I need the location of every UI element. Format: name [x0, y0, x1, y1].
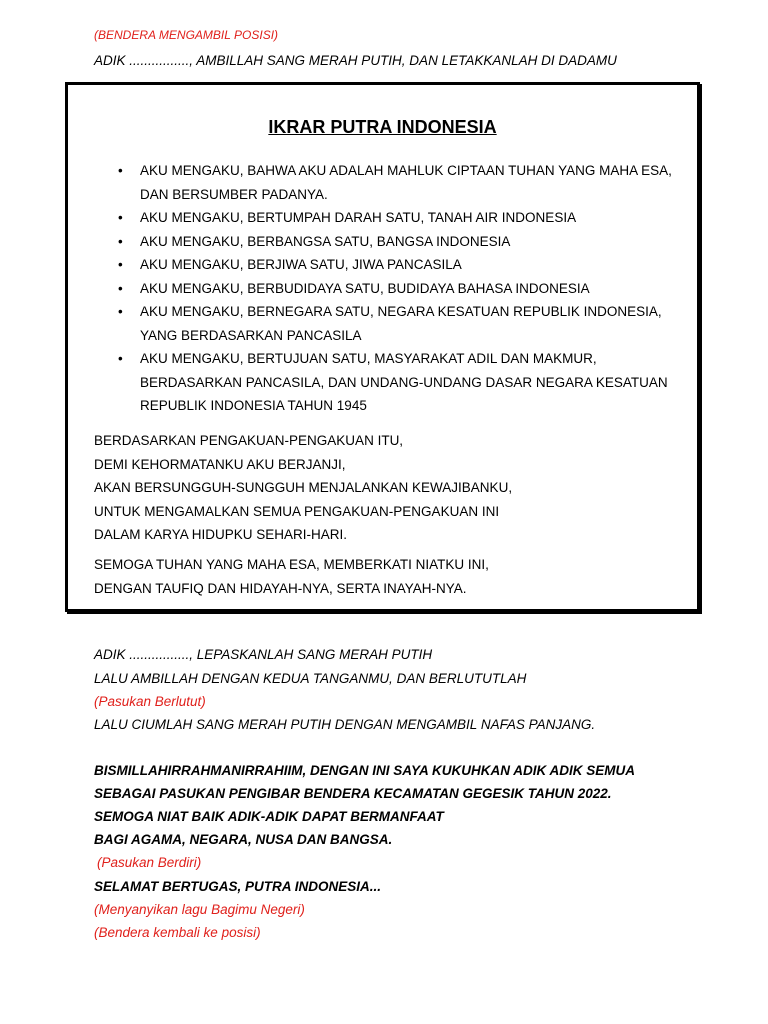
instruction-take-flag: ADIK ................, AMBILLAH SANG MERAH PUTIH, DAN LETAKKANLAH DI DADAMU [94, 53, 617, 68]
promise-line: BERDASARKAN PENGAKUAN-PENGAKUAN ITU, [94, 433, 404, 448]
promise-line: DALAM KARYA HIDUPKU SEHARI-HARI. [94, 527, 348, 542]
kneel-note: (Pasukan Berlutut) [94, 694, 206, 709]
stand-note: (Pasukan Berdiri) [97, 855, 202, 870]
promise-line: AKAN BERSUNGGUH-SUNGGUH MENJALANKAN KEWAJIBANKU, [94, 480, 513, 495]
pledge-item: • AKU MENGAKU, BERNEGARA SATU, NEGARA KESATUAN REPUBLIK INDONESIA, YANG BERDASARKAN PANCASILA [140, 300, 680, 347]
closing-greeting: SELAMAT BERTUGAS, PUTRA INDONESIA... [94, 879, 382, 894]
ikrar-box [65, 82, 700, 612]
promise-paragraph [94, 429, 684, 547]
ikrar-title: IKRAR PUTRA INDONESIA [268, 117, 497, 137]
pledge-item: • AKU MENGAKU, BERBUDIDAYA SATU, BUDIDAYA BAHASA INDONESIA [140, 277, 680, 301]
inauguration-line-2: SEBAGAI PASUKAN PENGIBAR BENDERA KECAMATAN GEGESIK TAHUN 2022. [94, 786, 612, 801]
pledge-item: • AKU MENGAKU, BERTUJUAN SATU, MASYARAKAT ADIL DAN MAKMUR, BERDASARKAN PANCASILA, DAN UNDANG-UNDANG DASAR NEGARA KESATUAN REPUBLIK INDONESIA TAHUN 1945 [140, 347, 680, 418]
inauguration-line-4: BAGI AGAMA, NEGARA, NUSA DAN BANGSA. [94, 832, 393, 847]
pledge-item: • AKU MENGAKU, BERTUMPAH DARAH SATU, TANAH AIR INDONESIA [140, 206, 680, 230]
promise-line: UNTUK MENGAMALKAN SEMUA PENGAKUAN-PENGAKUAN INI [94, 503, 500, 519]
promise-line: DEMI KEHORMATANKU AKU BERJANJI, [94, 456, 346, 472]
pledge-list [68, 159, 680, 418]
inauguration-line-1: BISMILLAHIRRAHMANIRRAHIIM, DENGAN INI SAYA KUKUHKAN ADIK ADIK SEMUA [94, 763, 635, 778]
prayer-line: DENGAN TAUFIQ DAN HIDAYAH-NYA, SERTA INAYAH-NYA. [94, 580, 467, 596]
prayer-paragraph [94, 553, 684, 600]
song-note: (Menyanyikan lagu Bagimu Negeri) [94, 902, 305, 917]
kneel-instruction: LALU AMBILLAH DENGAN KEDUA TANGANMU, DAN BERLUTUTLAH [94, 671, 527, 686]
inauguration-line-3: SEMOGA NIAT BAIK ADIK-ADIK DAPAT BERMANFAAT [94, 809, 444, 824]
release-instruction: ADIK ................, LEPASKANLAH SANG MERAH PUTIH [94, 647, 433, 662]
pledge-item: • AKU MENGAKU, BAHWA AKU ADALAH MAHLUK CIPTAAN TUHAN YANG MAHA ESA, DAN BERSUMBER PADANYA. [140, 159, 680, 206]
prayer-line: SEMOGA TUHAN YANG MAHA ESA, MEMBERKATI NIATKU INI, [94, 557, 489, 572]
stage-note-flag-position: (BENDERA MENGAMBIL POSISI) [94, 28, 279, 42]
kiss-instruction: LALU CIUMLAH SANG MERAH PUTIH DENGAN MENGAMBIL NAFAS PANJANG. [94, 717, 596, 732]
flag-return-note: (Bendera kembali ke posisi) [94, 925, 261, 940]
pledge-item: • AKU MENGAKU, BERBANGSA SATU, BANGSA INDONESIA [140, 230, 680, 254]
pledge-item: • AKU MENGAKU, BERJIWA SATU, JIWA PANCASILA [140, 253, 680, 277]
